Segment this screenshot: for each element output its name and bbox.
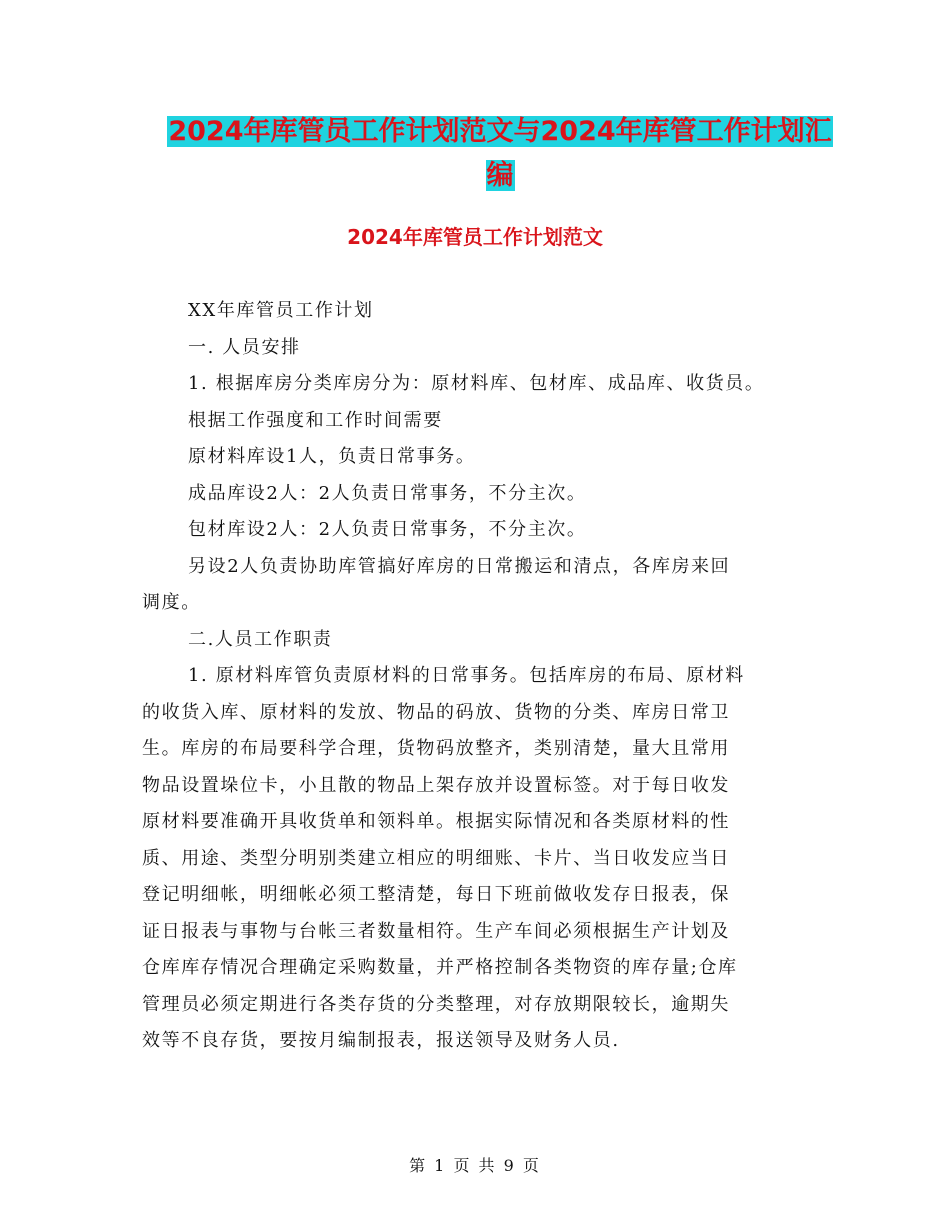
paragraph-duties-line-10: 管理员必须定期进行各类存货的分类整理，对存放期限较长，逾期失 [142,993,730,1015]
paragraph-duties-line-7: 登记明细帐，明细帐必须工整清楚，每日下班前做收发存日报表，保 [142,884,730,905]
page-footer: 第 1 页 共 9 页 [409,1156,541,1175]
paragraph-warehouse-classification: 1. 根据库房分类库房分为：原材料库、包材库、成品库、收货员。 [188,373,765,394]
paragraph-raw-material-staff: 原材料库设1人，负责日常事务。 [188,446,476,467]
paragraph-assistant-staff-cont: 调度。 [142,592,201,613]
paragraph-duties-line-4: 物品设置垛位卡，小且散的物品上架存放并设置标签。对于每日收发 [142,774,730,796]
paragraph-duties-line-1: 1. 原材料库管负责原材料的日常事务。包括库房的布局、原材料 [188,665,745,686]
document-title-line2: 编 [486,160,514,191]
paragraph-duties-line-2: 的收货入库、原材料的发放、物品的码放、货物的分类、库房日常卫 [142,701,730,723]
paragraph-duties-line-9: 仓库库存情况合理确定采购数量，并严格控制各类物资的库存量;仓库 [142,957,738,978]
document-title-line1: 2024年库管员工作计划范文与2024年库管工作计划汇 [168,116,832,147]
document-body [142,293,832,1060]
paragraph-duties-line-11: 效等不良存货，要按月编制报表，报送领导及财务人员. [142,1030,620,1051]
document-title [140,110,860,198]
paragraph-workload-note: 根据工作强度和工作时间需要 [188,409,443,431]
paragraph-duties-line-5: 原材料要准确开具收货单和领料单。根据实际情况和各类原材料的性 [142,811,730,832]
paragraph-staffing-heading: 一. 人员安排 [188,336,301,358]
paragraph-duties-heading: 二.人员工作职责 [188,628,333,650]
paragraph-assistant-staff: 另设2人负责协助库管搞好库房的日常搬运和清点，各库房来回 [188,555,731,577]
paragraph-plan-heading: XX年库管员工作计划 [188,300,374,321]
paragraph-finished-goods-staff: 成品库设2人：2人负责日常事务，不分主次。 [188,482,587,504]
section-title: 2024年库管员工作计划范文 [347,225,603,249]
paragraph-packaging-staff: 包材库设2人：2人负责日常事务，不分主次。 [188,519,587,540]
paragraph-duties-line-3: 生。库房的布局要科学合理，货物码放整齐，类别清楚，量大且常用 [142,738,730,759]
paragraph-duties-line-6: 质、用途、类型分明别类建立相应的明细账、卡片、当日收发应当日 [142,847,730,869]
paragraph-duties-line-8: 证日报表与事物与台帐三者数量相符。生产车间必须根据生产计划及 [142,920,730,942]
